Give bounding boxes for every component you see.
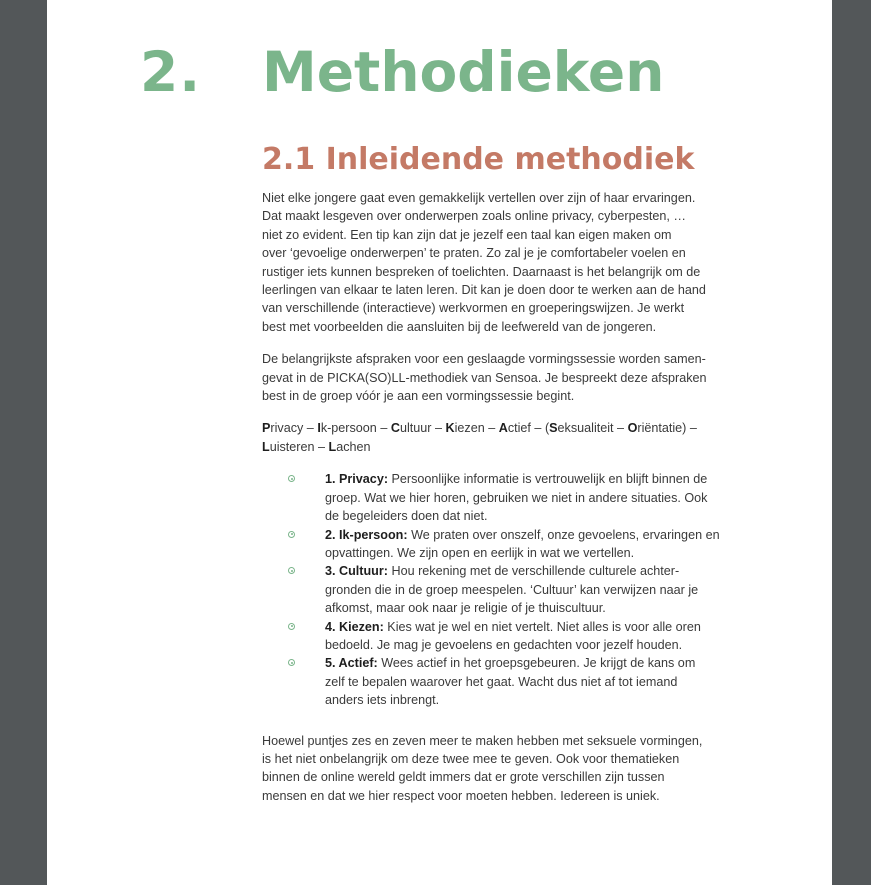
text-line bbox=[325, 470, 740, 488]
text-line: binnen de online wereld geldt immers dat er grote verschillen zijn tussen bbox=[262, 770, 665, 785]
acronym-separator: – bbox=[303, 421, 318, 436]
acronym-word: uisteren bbox=[269, 439, 315, 454]
text-line: anders iets inbrengt. bbox=[325, 693, 440, 708]
rule-text: Persoonlijke informatie is vertrouwelijk en blijft binnen de bbox=[388, 472, 708, 487]
document-page bbox=[47, 0, 832, 885]
acronym-letter: S bbox=[549, 421, 558, 436]
text-line: De belangrijkste afspraken voor een geslaagde vormingssessie worden samen- bbox=[262, 352, 706, 367]
text-line: best in de groep vóór je aan een vormingssessie begint. bbox=[262, 389, 575, 404]
acronym-letter: C bbox=[390, 421, 400, 436]
rule-text: We praten over onszelf, onze gevoelens, ervaringen en bbox=[407, 527, 720, 542]
acronym-word: ultuur bbox=[399, 421, 432, 436]
acronym-line bbox=[262, 438, 740, 456]
acronym-separator: – bbox=[314, 439, 329, 454]
text-line: van verschillende (interactieve) werkvormen en groeperingswijzen. Je werkt bbox=[262, 301, 685, 316]
text-line: opvattingen. We zijn open en eerlijk in wat we vertellen. bbox=[325, 545, 635, 560]
acronym-letter: L bbox=[262, 439, 270, 454]
text-line bbox=[325, 618, 740, 636]
list-item bbox=[325, 654, 740, 709]
text-line: gronden die in de groep meespelen. ‘Cultuur’ kan verwijzen naar je bbox=[325, 582, 699, 597]
text-line: over ‘gevoelige onderwerpen’ te praten. Zo zal je je comfortabeler voelen en bbox=[262, 246, 686, 261]
text-line: niet zo evident. Een tip kan zijn dat je jezelf een taal kan eigen maken om bbox=[262, 227, 672, 242]
rule-text: Kies wat je wel en niet vertelt. Niet alles is voor alle oren bbox=[383, 619, 701, 634]
acronym-separator: – bbox=[613, 421, 628, 436]
rule-text: Wees actief in het groepsgebeuren. Je krijgt de kans om bbox=[377, 656, 696, 671]
chapter-number: 2. bbox=[140, 40, 202, 104]
rule-text: Hou rekening met de verschillende culturele achter- bbox=[387, 564, 680, 579]
text-line: mensen en dat we hier respect voor moeten hebben. Iedereen is uniek. bbox=[262, 788, 660, 803]
bullet-icon bbox=[288, 659, 295, 666]
text-line: de begeleiders doen dat niet. bbox=[325, 509, 488, 524]
text-line: bedoeld. Je mag je gevoelens en gedachten voor jezelf houden. bbox=[325, 637, 683, 652]
text-line: Niet elke jongere gaat even gemakkelijk vertellen over zijn of haar ervaringen. bbox=[262, 191, 696, 205]
acronym-letter: L bbox=[328, 439, 337, 454]
acronym-letter: I bbox=[317, 421, 321, 436]
text-line: Hoewel puntjes zes en zeven meer te maken hebben met seksuele vormingen, bbox=[262, 733, 703, 748]
agreements-paragraph bbox=[262, 350, 740, 405]
acronym-word: rivacy bbox=[270, 421, 304, 436]
section-title: 2.1 Inleidende methodiek bbox=[262, 142, 695, 177]
rule-label: 5. Actief: bbox=[325, 656, 378, 671]
intro-paragraph bbox=[262, 189, 740, 336]
acronym-paragraph bbox=[262, 419, 740, 456]
text-line: zelf te bepalen waarover het gaat. Wacht dus niet af tot iemand bbox=[325, 674, 678, 689]
acronym-word: k-persoon bbox=[320, 421, 377, 436]
acronym-separator: – ( bbox=[530, 421, 550, 436]
acronym-word: eksualiteit bbox=[557, 421, 614, 436]
bullet-icon bbox=[288, 567, 295, 574]
bullet-icon bbox=[288, 475, 295, 482]
closing-paragraph bbox=[262, 732, 740, 806]
rule-label: 4. Kiezen: bbox=[325, 619, 384, 634]
text-line: afkomst, maar ook naar je religie of je thuiscultuur. bbox=[325, 601, 606, 616]
text-line bbox=[325, 654, 740, 672]
bullet-icon bbox=[288, 531, 295, 538]
text-line: gevat in de PICKA(SO)LL-methodiek van Sensoa. Je bespreekt deze afspraken bbox=[262, 370, 707, 385]
rule-label: 2. Ik-persoon: bbox=[325, 527, 408, 542]
acronym-separator: – bbox=[376, 421, 391, 436]
acronym-word: ctief bbox=[507, 421, 531, 436]
text-line: Dat maakt lesgeven over onderwerpen zoals online privacy, cyberpesten, … bbox=[262, 209, 686, 224]
rule-label: 1. Privacy: bbox=[325, 472, 389, 487]
list-item bbox=[325, 470, 740, 525]
acronym-letter: O bbox=[627, 421, 638, 436]
acronym-letter: A bbox=[498, 421, 508, 436]
acronym-separator: – bbox=[431, 421, 446, 436]
text-line: groep. Wat we hier horen, gebruiken we niet in andere situaties. Ook bbox=[325, 490, 708, 505]
acronym-word: iezen bbox=[454, 421, 485, 436]
list-item bbox=[325, 618, 740, 655]
chapter-title: Methodieken bbox=[262, 40, 665, 104]
text-line: leerlingen van elkaar te laten leren. Dit kan je doen door te werken aan de hand bbox=[262, 283, 706, 298]
text-line bbox=[325, 526, 740, 544]
acronym-word: riëntatie) – bbox=[637, 421, 697, 436]
bullet-icon bbox=[288, 623, 295, 630]
text-line: rustiger iets kunnen bespreken of toelichten. Daarnaast is het belangrijk om de bbox=[262, 264, 701, 279]
acronym-word: achen bbox=[336, 439, 371, 454]
acronym-letter: P bbox=[262, 421, 271, 436]
rule-label: 3. Cultuur: bbox=[325, 564, 388, 579]
text-line bbox=[325, 562, 740, 580]
acronym-separator: – bbox=[484, 421, 499, 436]
acronym-line bbox=[262, 419, 740, 437]
list-item bbox=[325, 562, 740, 617]
list-item bbox=[325, 526, 740, 563]
rules-list bbox=[262, 470, 740, 709]
text-line: best met voorbeelden die aansluiten bij de leefwereld van de jongeren. bbox=[262, 319, 657, 334]
text-line: is het niet onbelangrijk om deze twee mee te geven. Ook voor thematieken bbox=[262, 751, 680, 766]
acronym-letter: K bbox=[445, 421, 455, 436]
body-text bbox=[262, 189, 740, 805]
